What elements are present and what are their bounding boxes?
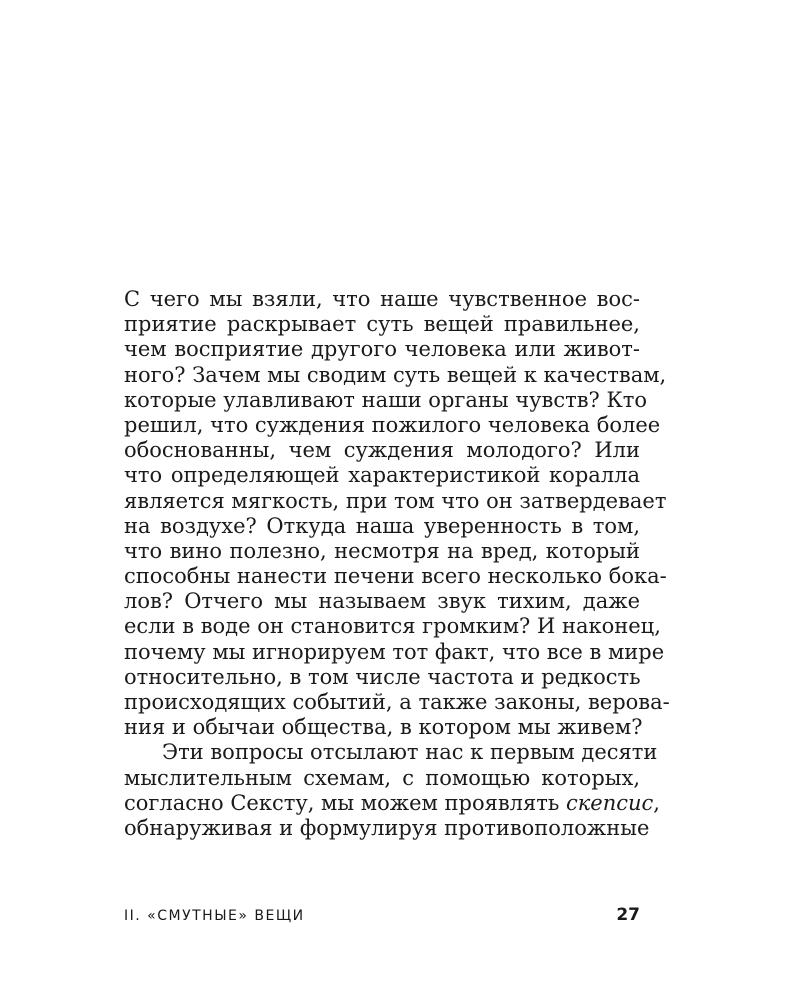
text-line: является мягкость, при том что он затвердевает	[124, 488, 667, 513]
text-line: ния и обычаи общества, в котором мы живем?	[124, 715, 643, 740]
running-head: II. «СМУТНЫЕ» ВЕЩИ	[124, 908, 305, 924]
text-line: происходящих событий, а также законы, верова-	[124, 690, 670, 714]
text-line: что определяющей характеристикой коралла	[124, 463, 640, 488]
text-line: С чего мы взяли, что наше чувственное вос-	[124, 287, 640, 311]
text-line: относительно, в том числе частота и редкость	[124, 664, 641, 689]
text-line: чем восприятие другого человека или живот-	[124, 337, 640, 362]
text-line: которые улавливают наши органы чувств? Кто	[124, 387, 648, 412]
text-segment: согласно Сексту, мы можем проявлять	[124, 790, 566, 815]
text-line: мыслительным схемам, с помощью которых,	[124, 765, 640, 790]
text-segment: ,	[653, 790, 660, 815]
text-line: приятие раскрывает суть вещей правильнее,	[124, 312, 640, 337]
text-line	[124, 790, 660, 816]
text-line: что вино полезно, несмотря на вред, который	[124, 538, 640, 563]
text-line: способны нанести печени всего несколько бока-	[124, 564, 667, 589]
text-line-paragraph-start: Эти вопросы отсылают нас к первым десяти	[162, 740, 658, 765]
italic-term: скепсис	[565, 790, 654, 815]
text-line: если в воде он становится громким? И наконец,	[124, 614, 661, 639]
text-line: обнаруживая и формулируя противоположные	[124, 815, 650, 840]
text-line: на воздухе? Откуда наша уверенность в том,	[124, 513, 640, 538]
text-line: лов? Отчего мы называем звук тихим, даже	[124, 589, 640, 614]
text-line: обоснованны, чем суждения молодого? Или	[124, 438, 640, 463]
text-line: решил, что суждения пожилого человека более	[124, 412, 661, 437]
text-line: почему мы игнорируем тот факт, что все в мире	[124, 639, 665, 664]
body-text	[124, 287, 670, 841]
text-line: ного? Зачем мы сводим суть вещей к качествам,	[124, 362, 667, 387]
page-number: 27	[616, 905, 640, 925]
